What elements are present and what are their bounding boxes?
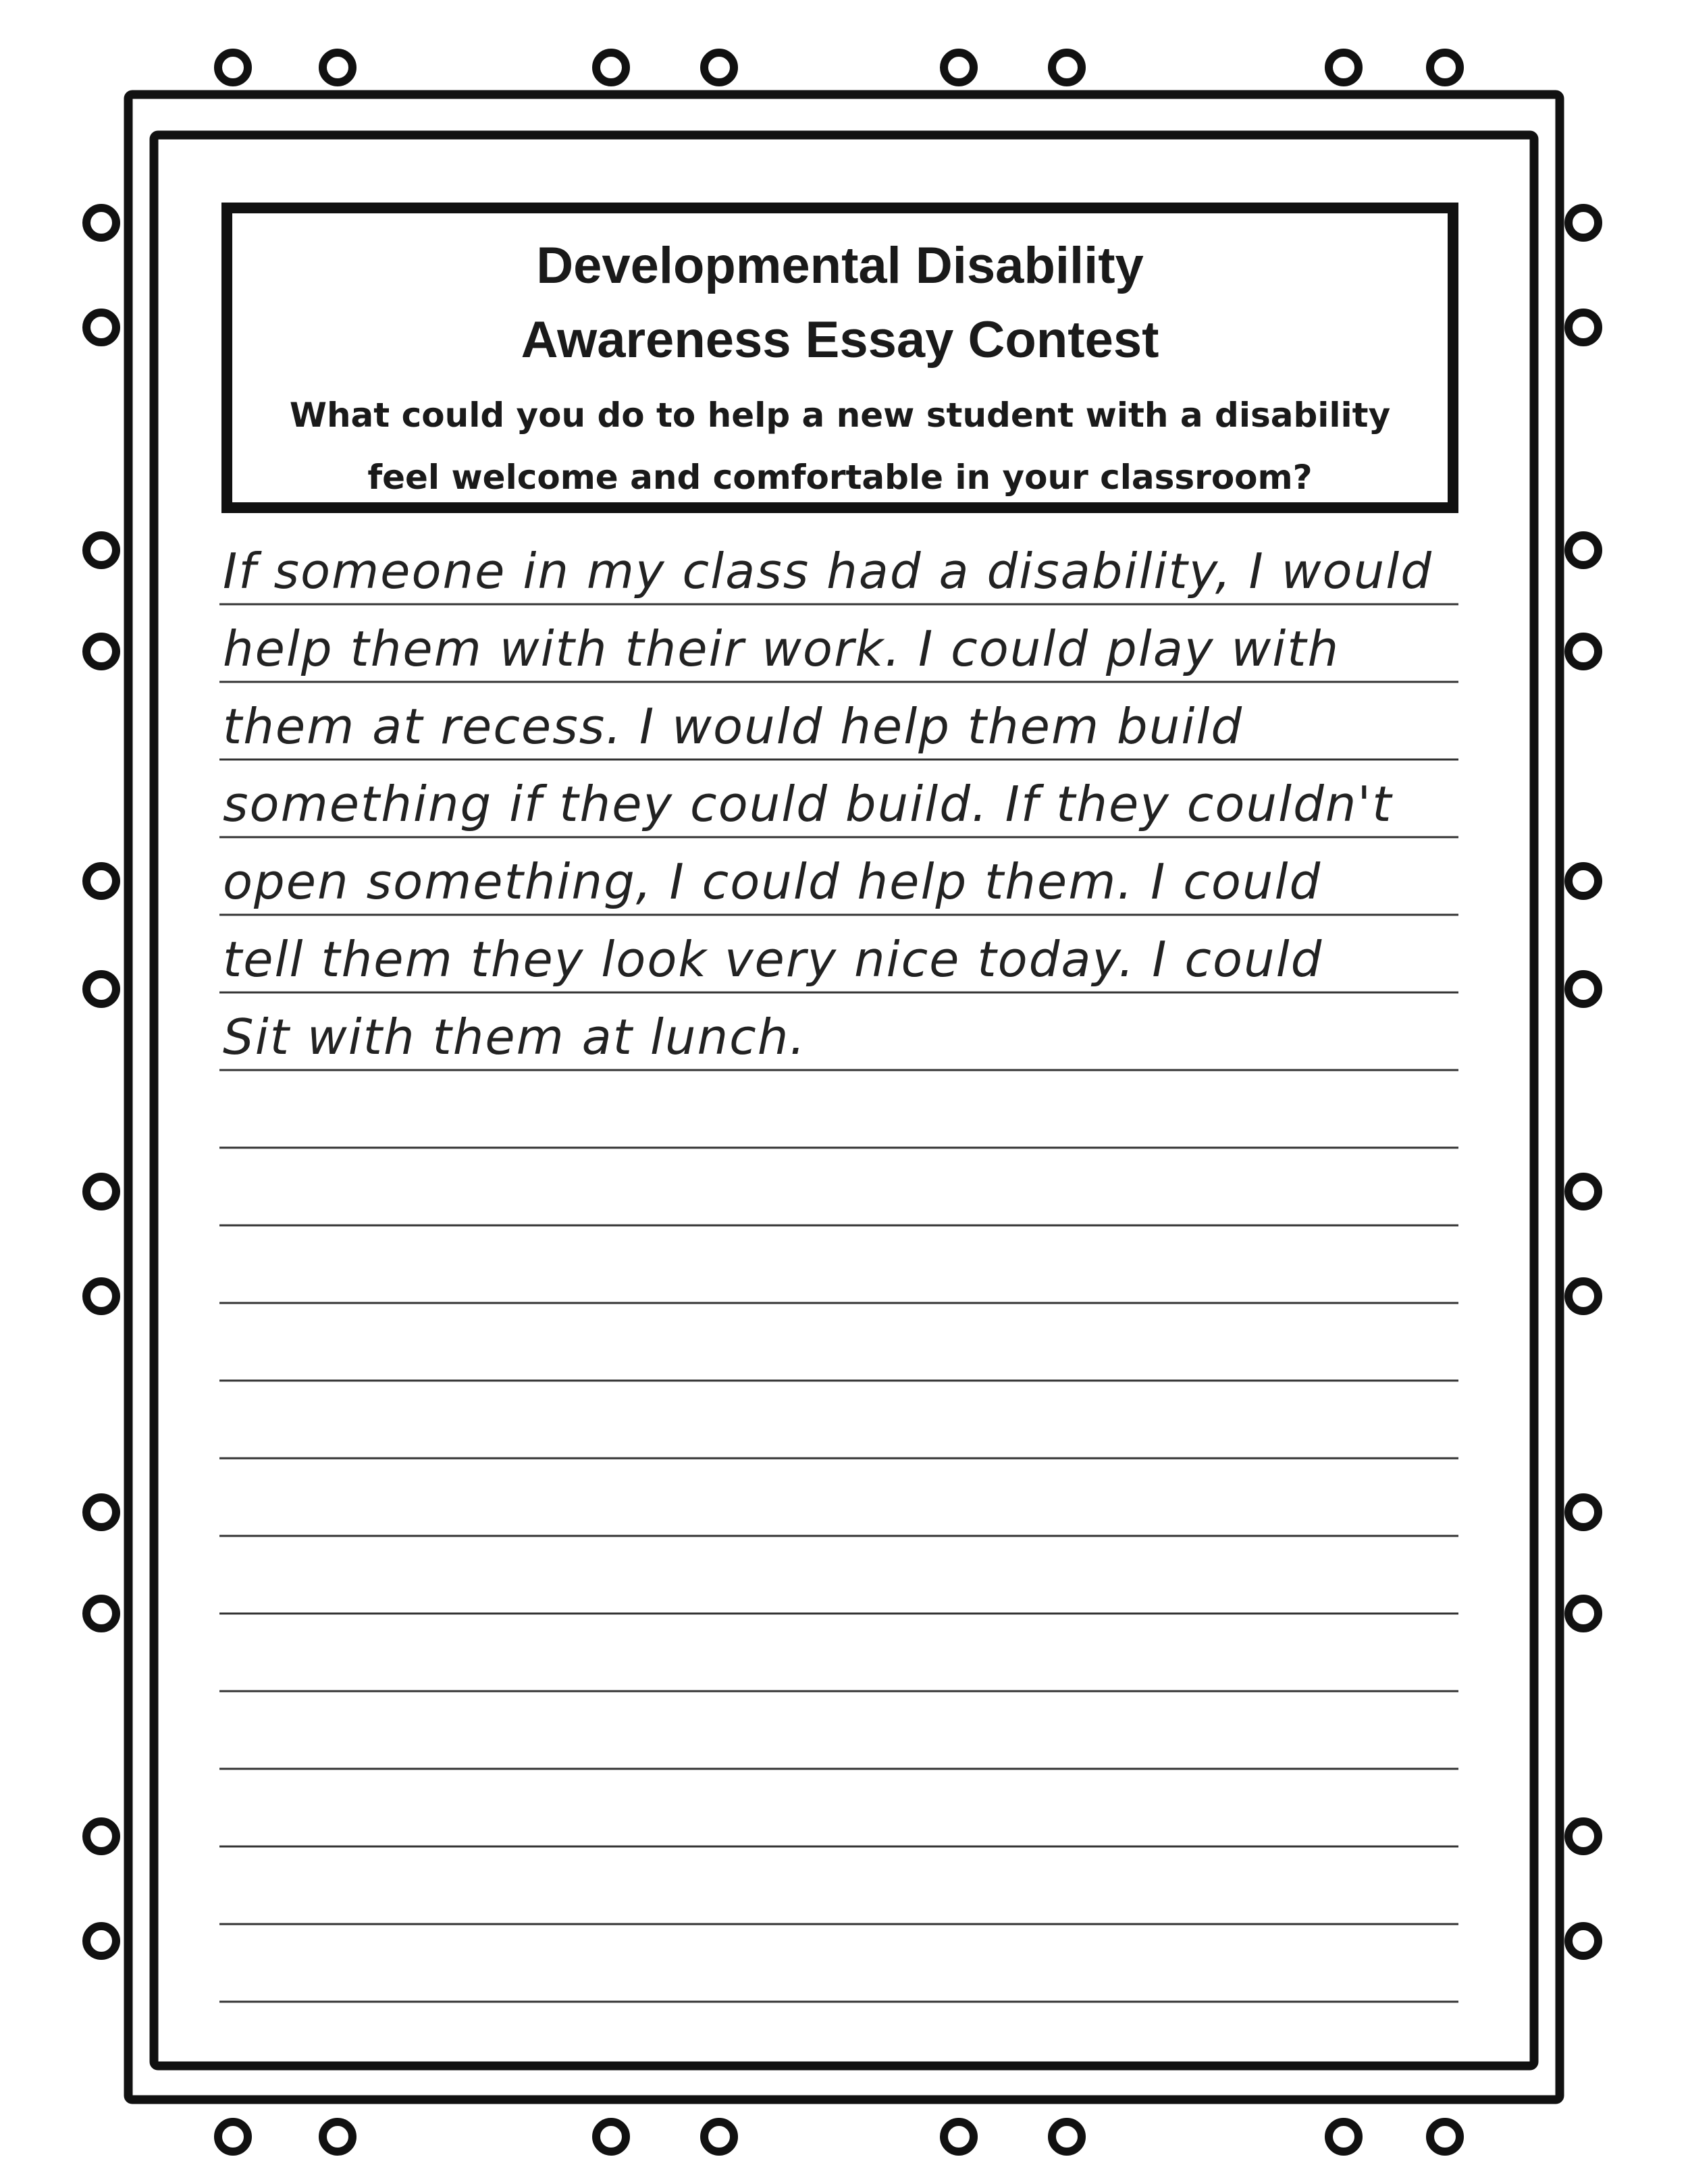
border-loop-top-1 bbox=[323, 53, 352, 82]
border-loop-right-11 bbox=[1568, 1926, 1598, 1956]
essay-prompt-line-1: What could you do to help a new student with a disability bbox=[289, 396, 1391, 435]
border-loop-left-3 bbox=[86, 637, 116, 666]
border-loop-left-7 bbox=[86, 1281, 116, 1311]
essay-line-4: something if they could build. If they couldn't bbox=[223, 776, 1393, 832]
border-loop-bottom-7 bbox=[1430, 2122, 1460, 2152]
essay-line-6: tell them they look very nice today. I could bbox=[223, 931, 1323, 988]
essay-line-7: Sit with them at lunch. bbox=[223, 1009, 807, 1065]
border-loop-right-8 bbox=[1568, 1497, 1598, 1527]
border-loop-bottom-1 bbox=[323, 2122, 352, 2152]
border-loop-top-7 bbox=[1430, 53, 1460, 82]
border-loop-bottom-5 bbox=[1052, 2122, 1082, 2152]
contest-title-line-2: Awareness Essay Contest bbox=[521, 311, 1159, 369]
border-loop-left-1 bbox=[86, 313, 116, 342]
border-loop-bottom-3 bbox=[704, 2122, 734, 2152]
border-loop-right-9 bbox=[1568, 1599, 1598, 1628]
border-loop-top-4 bbox=[944, 53, 974, 82]
border-loop-left-6 bbox=[86, 1177, 116, 1206]
border-loop-top-3 bbox=[704, 53, 734, 82]
essay-line-5: open something, I could help them. I could bbox=[223, 853, 1322, 910]
border-loop-bottom-2 bbox=[596, 2122, 626, 2152]
border-loop-bottom-6 bbox=[1329, 2122, 1359, 2152]
border-loop-right-3 bbox=[1568, 637, 1598, 666]
border-loop-top-2 bbox=[596, 53, 626, 82]
border-loop-right-7 bbox=[1568, 1281, 1598, 1311]
border-loop-top-0 bbox=[218, 53, 248, 82]
essay-line-3: them at recess. I would help them build bbox=[223, 698, 1244, 755]
border-loop-right-6 bbox=[1568, 1177, 1598, 1206]
border-loop-right-5 bbox=[1568, 974, 1598, 1004]
border-loop-left-4 bbox=[86, 866, 116, 896]
essay-line-1: If someone in my class had a disability, I would bbox=[223, 543, 1433, 600]
border-loop-left-11 bbox=[86, 1926, 116, 1956]
border-loop-bottom-4 bbox=[944, 2122, 974, 2152]
contest-title-line-1: Developmental Disability bbox=[536, 237, 1144, 294]
border-loop-bottom-0 bbox=[218, 2122, 248, 2152]
border-loop-top-6 bbox=[1329, 53, 1359, 82]
border-loop-right-2 bbox=[1568, 535, 1598, 565]
border-loop-left-9 bbox=[86, 1599, 116, 1628]
border-loop-right-0 bbox=[1568, 208, 1598, 238]
border-loop-right-1 bbox=[1568, 313, 1598, 342]
border-loop-right-10 bbox=[1568, 1821, 1598, 1851]
border-loop-left-0 bbox=[86, 208, 116, 238]
border-loop-left-10 bbox=[86, 1821, 116, 1851]
essay-line-2: help them with their work. I could play with bbox=[223, 620, 1340, 677]
border-loop-left-8 bbox=[86, 1497, 116, 1527]
border-loop-top-5 bbox=[1052, 53, 1082, 82]
border-loop-left-2 bbox=[86, 535, 116, 565]
contest-header-box bbox=[221, 203, 1458, 513]
border-loop-right-4 bbox=[1568, 866, 1598, 896]
border-loop-left-5 bbox=[86, 974, 116, 1004]
essay-prompt-line-2: feel welcome and comfortable in your classroom? bbox=[367, 458, 1313, 497]
